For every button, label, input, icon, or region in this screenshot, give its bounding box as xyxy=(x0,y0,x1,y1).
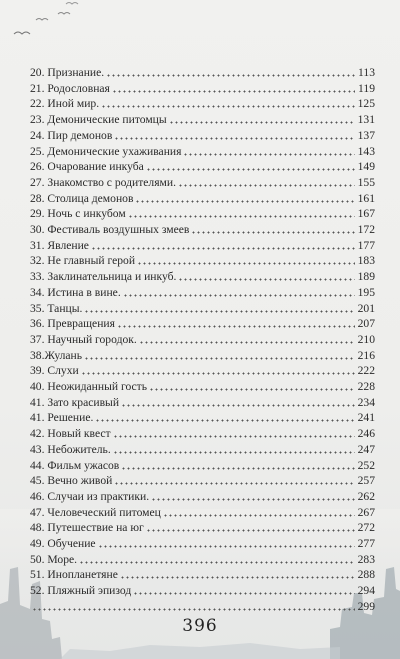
toc-entry-title: 49. Обучение xyxy=(30,537,96,550)
toc-entry[interactable] xyxy=(30,176,375,190)
toc-entry-title: 41. Решение. xyxy=(30,411,94,425)
toc-entry-page: 155 xyxy=(357,175,375,189)
toc-entry-page: 283 xyxy=(357,552,375,566)
toc-entry-page: 143 xyxy=(357,144,375,158)
dot-leader xyxy=(101,105,355,108)
toc-entry[interactable] xyxy=(30,192,375,206)
toc-entry-title: 37. Научный городок. xyxy=(30,332,137,346)
toc-entry-title: 46. Случаи из практики. xyxy=(30,489,150,503)
dot-leader xyxy=(137,262,355,265)
toc-entry-title: 25. Демонические ухаживания xyxy=(30,144,182,158)
toc-entry[interactable] xyxy=(30,254,375,268)
toc-entry-title: 45. Вечно живой xyxy=(30,474,113,488)
toc-entry-page: 228 xyxy=(357,380,375,393)
toc-entry-page: 234 xyxy=(357,395,375,409)
toc-entry-page: 288 xyxy=(357,568,375,582)
page-number: 396 xyxy=(182,616,218,636)
toc-entry-title: 23. Демонические питомцы xyxy=(30,113,167,127)
toc-entry-page: 257 xyxy=(357,474,375,488)
toc-entry[interactable] xyxy=(30,333,375,347)
toc-entry-page: 177 xyxy=(357,238,375,252)
toc-entry[interactable] xyxy=(30,349,375,363)
dot-leader xyxy=(163,514,355,517)
toc-entry-page: 161 xyxy=(357,191,375,205)
toc-entry-title: 38.Жулань xyxy=(30,348,83,362)
toc-entry[interactable] xyxy=(30,553,375,567)
toc-entry-page: 262 xyxy=(357,489,375,503)
toc-entry-page: 210 xyxy=(357,332,375,346)
dot-leader xyxy=(117,325,355,328)
toc-entry-page: 294 xyxy=(357,584,375,598)
toc-entry-title: 32. Не главный герой xyxy=(30,254,136,268)
toc-entry-title: 31. Явление xyxy=(30,238,89,252)
toc-entry-title: 41. Зато красивый xyxy=(30,395,120,409)
dot-leader xyxy=(191,231,355,234)
toc-entry[interactable] xyxy=(30,270,375,284)
toc-entry-page: 119 xyxy=(358,81,375,95)
toc-entry-page: 207 xyxy=(357,317,375,331)
toc-entry-title: 44. Фильм ужасов xyxy=(30,458,120,472)
dot-leader xyxy=(139,341,355,344)
toc-entry-page: 125 xyxy=(357,97,375,111)
dot-leader xyxy=(151,498,355,501)
toc-entry[interactable] xyxy=(30,160,375,174)
toc-entry[interactable] xyxy=(30,223,375,237)
dot-leader xyxy=(135,200,355,203)
toc-entry-page: 241 xyxy=(357,411,375,425)
toc-entry-page: 299 xyxy=(357,599,375,613)
toc-entry[interactable] xyxy=(30,286,375,300)
toc-entry[interactable] xyxy=(30,207,375,221)
dot-leader xyxy=(149,388,355,391)
toc-entry-title: 40. Неожиданный гость xyxy=(30,380,148,393)
toc-entry[interactable] xyxy=(30,474,375,488)
dot-leader xyxy=(183,153,355,156)
dot-leader xyxy=(128,215,355,218)
toc-entry[interactable] xyxy=(30,521,375,535)
toc-entry-title: 36. Превращения xyxy=(30,317,115,331)
toc-entry[interactable] xyxy=(30,506,375,520)
toc-entry[interactable] xyxy=(30,459,375,473)
toc-entry-title: 30. Фестиваль воздушных змеев xyxy=(30,223,190,236)
toc-entry-title: 34. Истина в вине. xyxy=(30,285,121,299)
birds-illustration xyxy=(0,0,400,40)
toc-entry-title: 22. Иной мир. xyxy=(30,97,100,111)
toc-entry-page: 172 xyxy=(357,223,375,236)
toc-entry-title: 43. Небожитель. xyxy=(30,442,111,456)
toc-entry-title: 48. Путешествие на юг xyxy=(30,521,144,535)
toc-entry[interactable] xyxy=(30,129,375,143)
toc-entry-page: 137 xyxy=(357,128,375,142)
toc-entry-title: 24. Пир демонов xyxy=(30,128,113,142)
dot-leader xyxy=(178,278,355,281)
toc-entry[interactable] xyxy=(30,568,375,582)
toc-entry[interactable] xyxy=(30,396,375,410)
toc-entry[interactable] xyxy=(30,317,375,331)
dot-leader xyxy=(114,482,355,485)
toc-entry-title: 27. Знакомство с родителями. xyxy=(30,175,176,189)
toc-entry-title: 28. Столица демонов xyxy=(30,191,134,205)
toc-entry-title: 50. Море. xyxy=(30,552,78,566)
toc-entry[interactable] xyxy=(30,537,375,551)
dot-leader xyxy=(91,247,355,250)
toc-entry-page: 272 xyxy=(357,521,375,535)
toc-entry-page: 216 xyxy=(357,348,375,362)
toc-entry-title: 26. Очарование инкуба xyxy=(30,160,144,174)
toc-entry-title: 20. Признание. xyxy=(30,66,105,79)
dot-leader xyxy=(113,435,355,438)
dot-leader xyxy=(146,529,355,532)
toc-entry-page: 246 xyxy=(357,427,375,441)
toc-entry[interactable] xyxy=(30,380,375,394)
toc-entry-page: 252 xyxy=(357,458,375,472)
toc-entry-page: 247 xyxy=(357,442,375,456)
toc-entry-title: 51. Инопланетяне xyxy=(30,568,118,582)
toc-entry-title: 42. Новый квест xyxy=(30,427,111,441)
dot-leader xyxy=(133,592,355,595)
toc-entry[interactable] xyxy=(30,600,375,614)
toc-entry[interactable] xyxy=(30,584,375,598)
toc-entry-title: 52. Пляжный эпизод xyxy=(30,584,132,598)
dot-leader xyxy=(146,168,355,171)
dot-leader xyxy=(84,310,355,313)
toc-entry-page: 167 xyxy=(357,207,375,221)
toc-entry-title: 33. Заклинательница и инкуб. xyxy=(30,270,177,284)
toc-entry-title: 29. Ночь с инкубом xyxy=(30,207,126,221)
dot-leader xyxy=(121,404,355,407)
toc-entry[interactable] xyxy=(30,82,375,96)
toc-entry-page: 131 xyxy=(357,113,375,127)
toc-entry-page: 222 xyxy=(357,364,375,378)
dot-leader xyxy=(98,545,355,548)
toc-entry-page: 201 xyxy=(357,301,375,315)
dot-leader xyxy=(120,576,355,579)
toc-entry[interactable] xyxy=(30,364,375,378)
toc-entry[interactable] xyxy=(30,66,375,80)
dot-leader xyxy=(123,294,355,297)
toc-entry[interactable] xyxy=(30,113,375,127)
toc-entry-page: 277 xyxy=(357,537,375,550)
dot-leader xyxy=(32,608,355,611)
toc-entry-page: 113 xyxy=(358,66,375,79)
dot-leader xyxy=(178,184,355,187)
dot-leader xyxy=(114,137,355,140)
dot-leader xyxy=(113,451,355,454)
dot-leader xyxy=(106,74,355,77)
toc-entry-page: 195 xyxy=(357,285,375,299)
toc-entry[interactable] xyxy=(30,97,375,111)
toc-entry[interactable] xyxy=(30,302,375,316)
toc-entry[interactable] xyxy=(30,145,375,159)
toc-entry[interactable] xyxy=(30,239,375,253)
toc-entry-title: 39. Слухи xyxy=(30,364,79,378)
toc-entry-page: 267 xyxy=(357,505,375,519)
dot-leader xyxy=(169,121,355,124)
toc-entry[interactable] xyxy=(30,443,375,457)
toc-entry[interactable] xyxy=(30,427,375,441)
toc-entry[interactable] xyxy=(30,411,375,425)
toc-entry-page: 189 xyxy=(357,270,375,284)
dot-leader xyxy=(79,561,355,564)
dot-leader xyxy=(112,90,355,93)
dot-leader xyxy=(95,419,355,422)
toc-entry-page: 183 xyxy=(357,254,375,268)
toc-entry-page: 149 xyxy=(357,160,375,174)
toc-entry-title: 35. Танцы. xyxy=(30,301,83,315)
dot-leader xyxy=(121,467,355,470)
dot-leader xyxy=(84,357,355,360)
toc-entry-title: 47. Человеческий питомец xyxy=(30,505,161,519)
dot-leader xyxy=(81,372,355,375)
toc-entry-title: 21. Родословная xyxy=(30,81,110,95)
toc-entry[interactable] xyxy=(30,490,375,504)
